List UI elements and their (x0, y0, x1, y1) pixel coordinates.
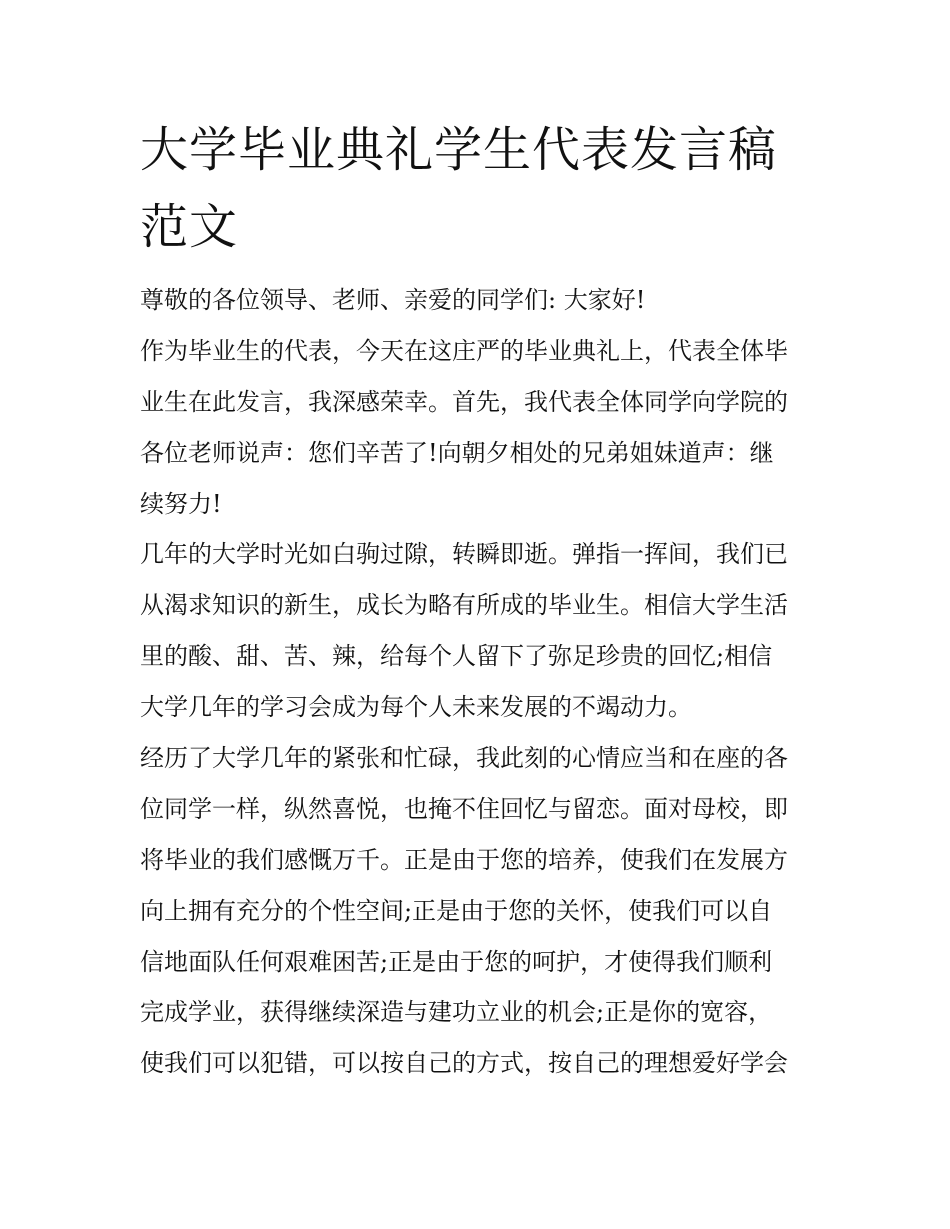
document-title (140, 112, 840, 266)
body-line: 完成学业，获得继续深造与建功立业的机会;正是你的宽容， (140, 998, 773, 1027)
body-line: 续努力! (140, 489, 222, 518)
title-line: 范文 (140, 199, 239, 255)
body-line: 经历了大学几年的紧张和忙碌，我此刻的心情应当和在座的各 (140, 744, 788, 773)
body-line: 大学几年的学习会成为每个人未来发展的不竭动力。 (140, 693, 692, 722)
body-line: 里的酸、甜、苦、辣，给每个人留下了弥足珍贵的回忆;相信 (140, 642, 773, 671)
body-line: 作为毕业生的代表，今天在这庄严的毕业典礼上，代表全体毕 (140, 336, 788, 365)
body-line: 将毕业的我们感慨万千。正是由于您的培养，使我们在发展方 (140, 845, 788, 874)
body-line: 尊敬的各位领导、老师、亲爱的同学们: 大家好! (140, 286, 646, 314)
document-body (140, 275, 830, 1089)
body-line: 几年的大学时光如白驹过隙，转瞬即逝。弹指一挥间，我们已 (140, 540, 788, 569)
body-line: 各位老师说声：您们辛苦了!向朝夕相处的兄弟姐妹道声：继 (140, 438, 774, 467)
body-line: 向上拥有充分的个性空间;正是由于您的关怀，使我们可以自 (140, 896, 773, 925)
body-line: 业生在此发言，我深感荣幸。首先，我代表全体同学向学院的 (140, 387, 788, 416)
body-line: 位同学一样，纵然喜悦，也掩不住回忆与留恋。面对母校，即 (140, 794, 788, 823)
body-line: 信地面队任何艰难困苦;正是由于您的呵护，才使得我们顺利 (140, 947, 773, 976)
body-line: 使我们可以犯错，可以按自己的方式，按自己的理想爱好学会 (140, 1049, 788, 1078)
body-line: 从渴求知识的新生，成长为略有所成的毕业生。相信大学生活 (140, 591, 788, 620)
title-line: 大学毕业典礼学生代表发言稿 (140, 122, 778, 178)
